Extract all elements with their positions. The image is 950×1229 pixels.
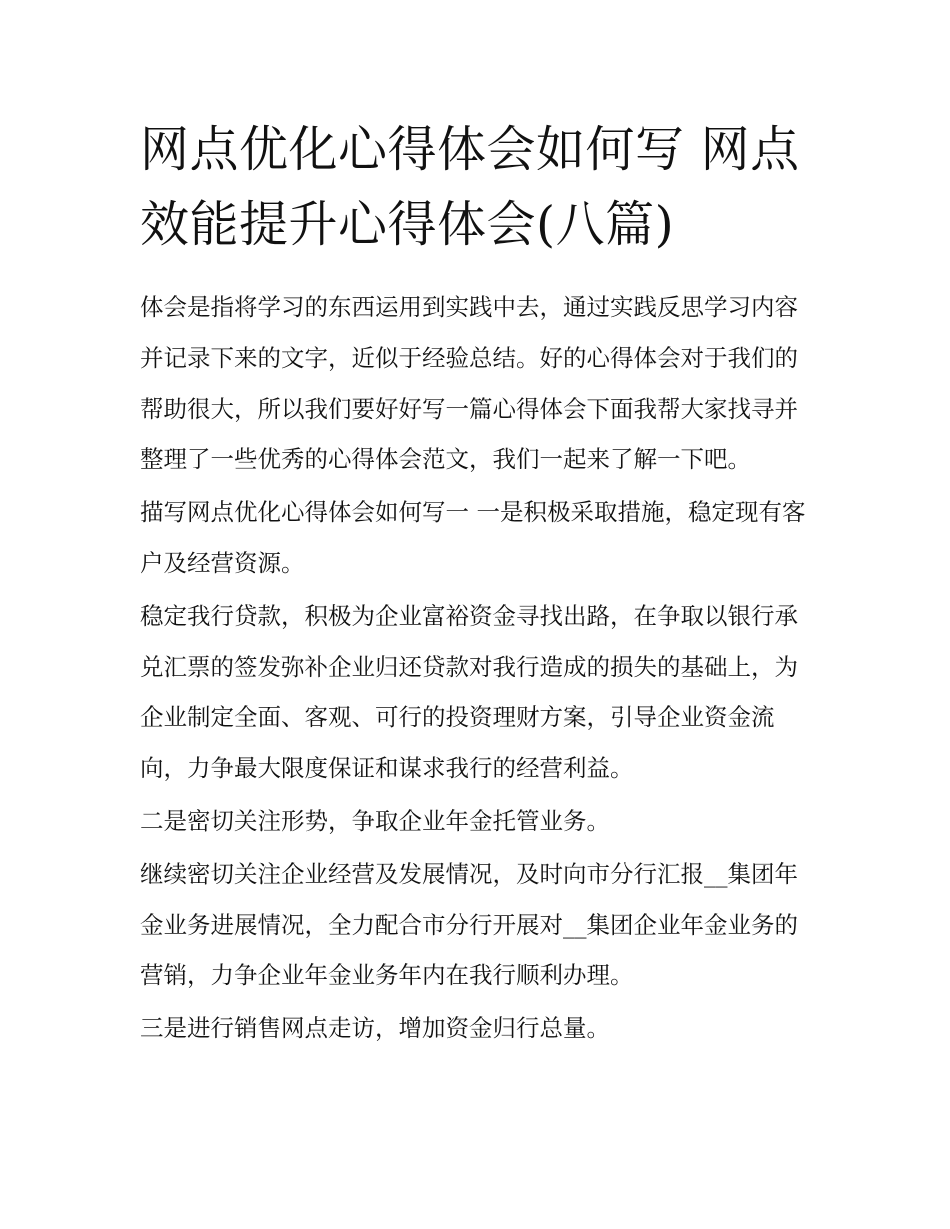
paragraph-intro: 体会是指将学习的东西运用到实践中去，通过实践反思学习内容并记录下来的文字，近似于经验总结。好的心得体会对于我们的帮助很大，所以我们要好好写一篇心得体会下面我帮大家找寻并整理了一些优秀的心得体会范文，我们一起来了解一下吧。	[140, 293, 798, 474]
paragraph-point-three: 三是进行销售网点走访，增加资金归行总量。	[140, 1014, 610, 1043]
document-title: 网点优化心得体会如何写 网点效能提升心得体会(八篇)	[140, 121, 800, 253]
paragraph-annuity-business: 继续密切关注企业经营及发展情况，及时向市分行汇报__集团年金业务进展情况，全力配合市分行开展对__集团企业年金业务的营销，力争企业年金业务年内在我行顺利办理。	[140, 859, 798, 990]
paragraph-loan-stability: 稳定我行贷款，积极为企业富裕资金寻找出路，在争取以银行承兑汇票的签发弥补企业归还贷款对我行造成的损失的基础上，为企业制定全面、客观、可行的投资理财方案，引导企业资金流向，力争最大限度保证和谋求我行的经营利益。	[140, 601, 798, 783]
document-body	[140, 282, 812, 1054]
document-page	[140, 112, 812, 1056]
paragraph-section-one-heading: 描写网点优化心得体会如何写一 一是积极采取措施，稳定现有客户及经营资源。	[140, 498, 806, 577]
paragraph-point-two: 二是密切关注形势，争取企业年金托管业务。	[140, 806, 610, 835]
